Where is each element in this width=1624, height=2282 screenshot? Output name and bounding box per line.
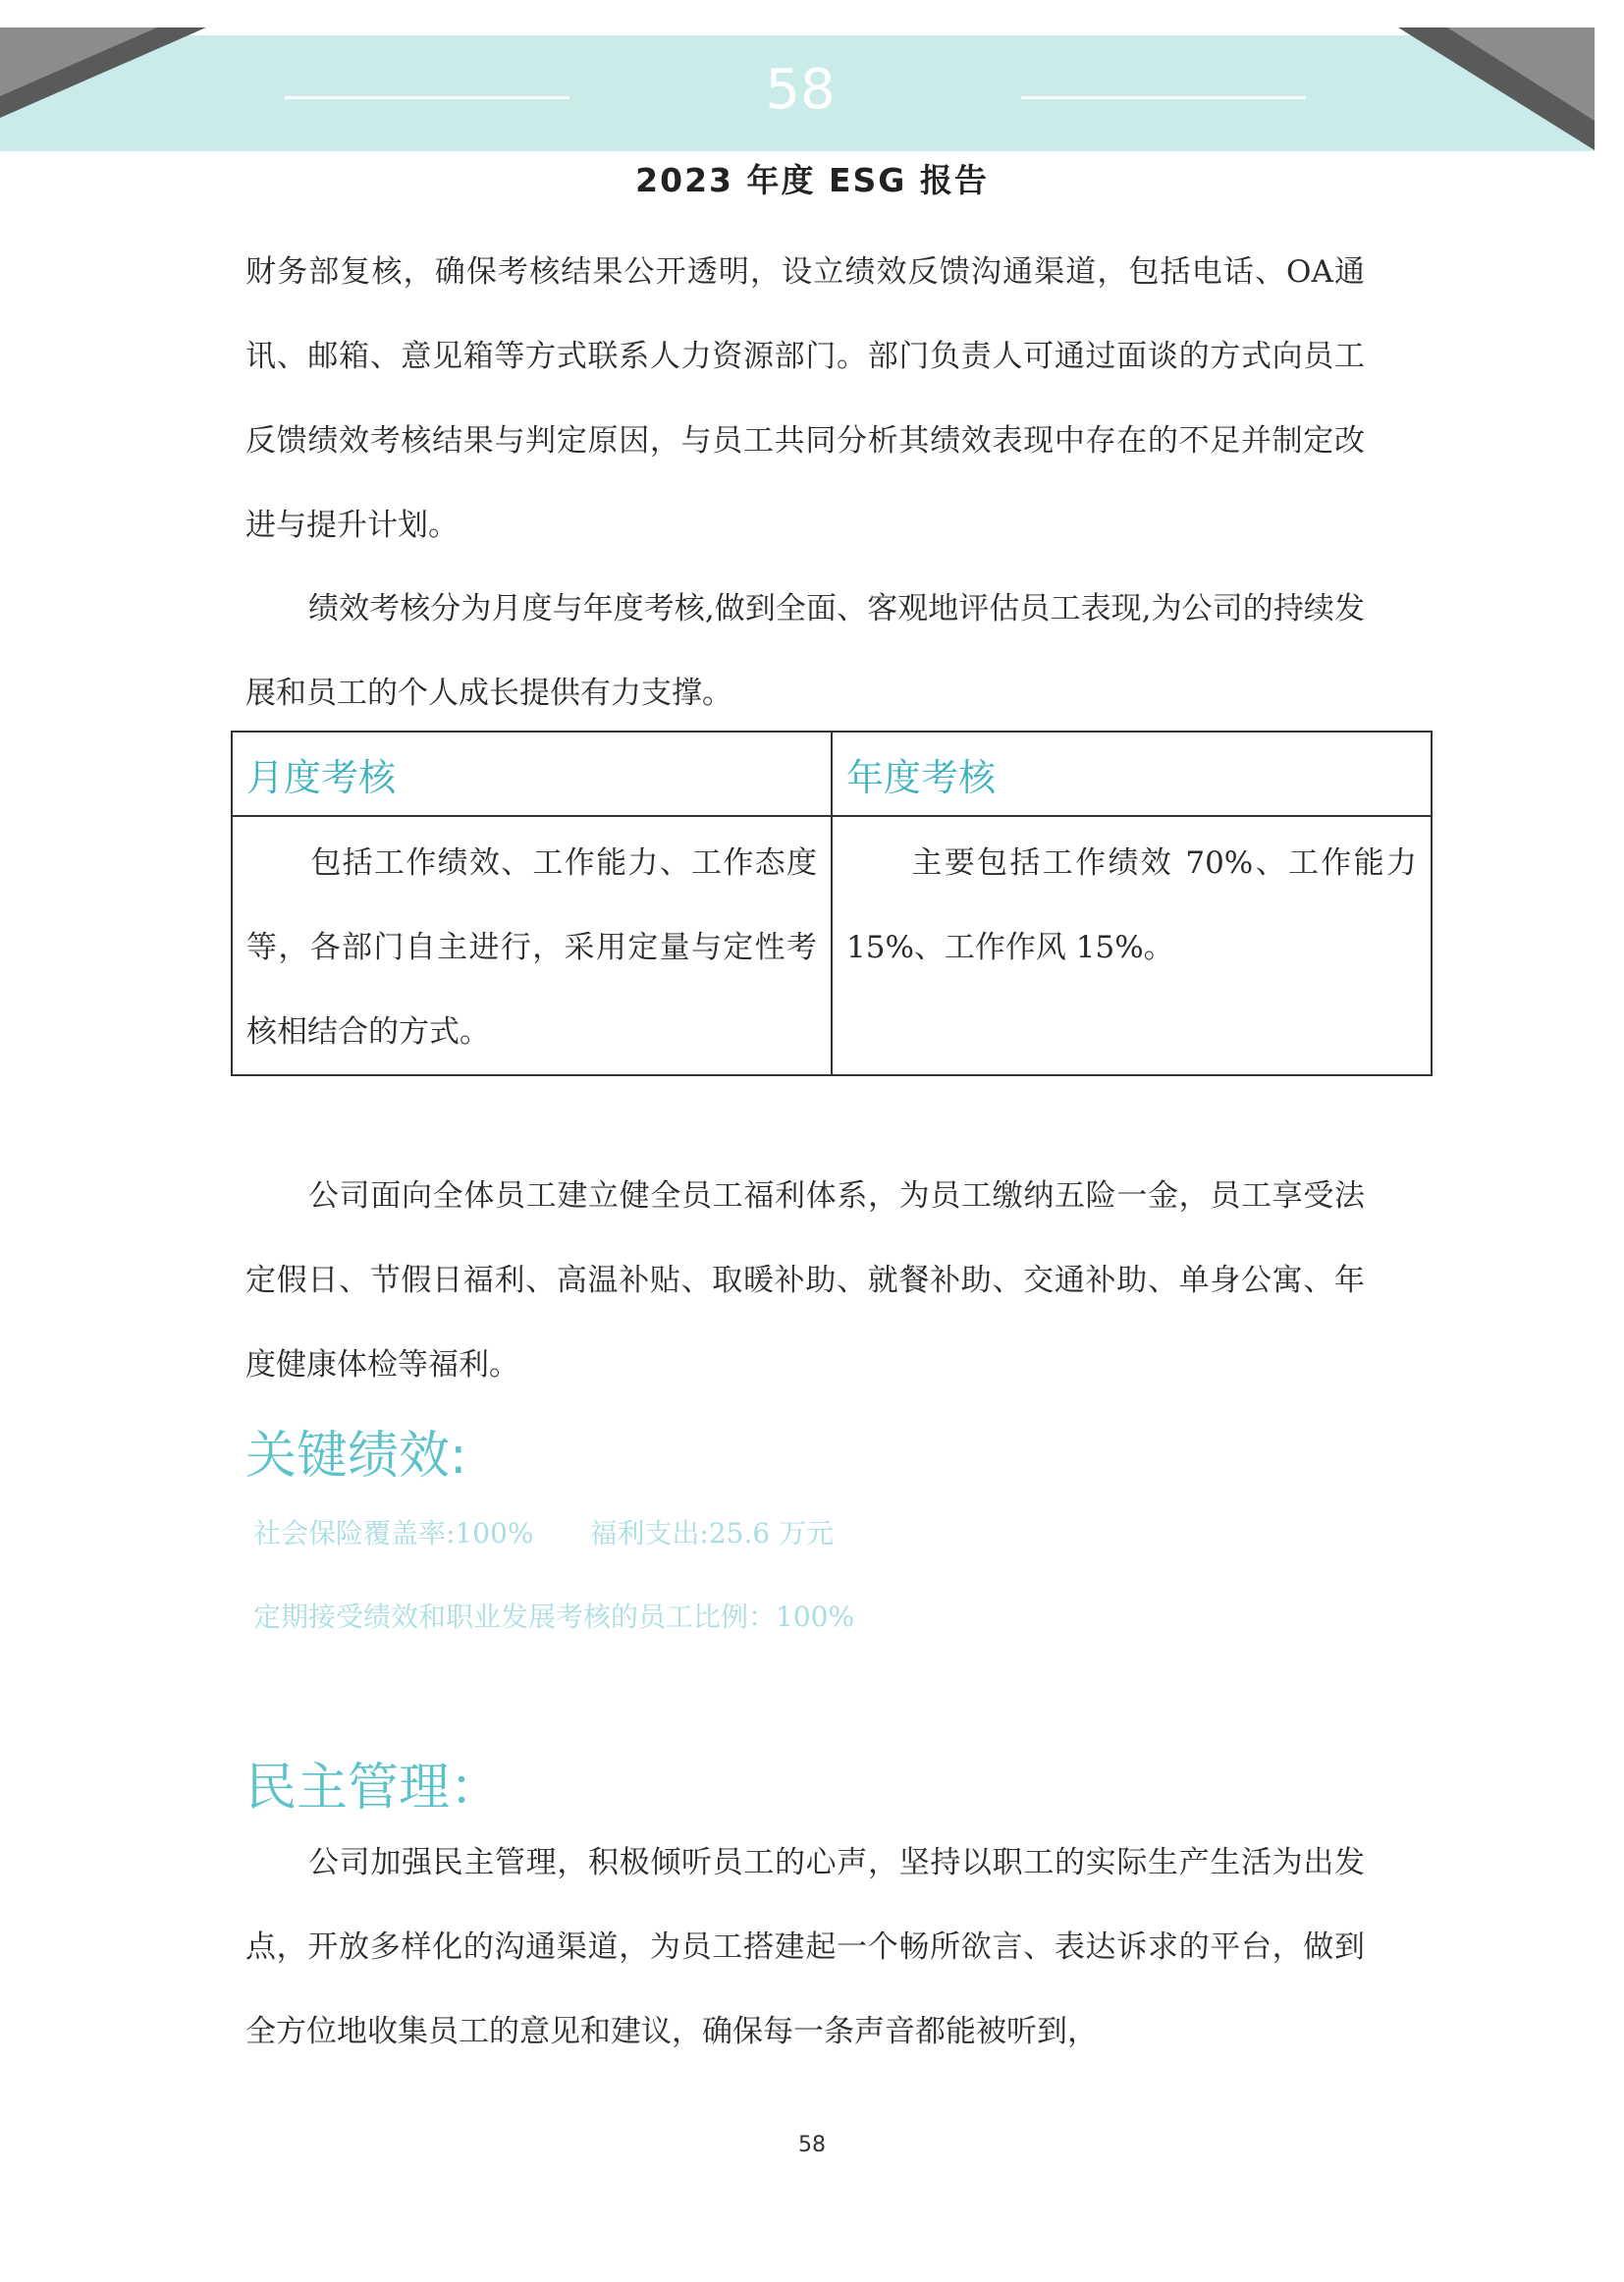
democratic-management-paragraph: 公司加强民主管理，积极倾听员工的心声，坚持以职工的实际生产生活为出发点，开放多样化的沟通渠道，为员工搭建起一个畅所欲言、表达诉求的平台，做到全方位地收集员工的意见和建议，确保每一条声音都能被听到， xyxy=(245,1845,1365,2049)
header-page-number: 58 xyxy=(765,58,836,122)
key-performance-heading: 关键绩效: xyxy=(245,1427,467,1486)
table-cell-monthly xyxy=(232,816,832,1075)
report-title: 2023 年度 ESG 报告 xyxy=(635,161,989,199)
assessment-table xyxy=(231,731,1433,1076)
footer-page-number: 58 xyxy=(798,2133,826,2157)
monthly-content: 包括工作绩效、工作能力、工作态度等，各部门自主进行，采用定量与定性考核相结合的方式。 xyxy=(246,845,817,1050)
kpi-social-insurance: 社会保险覆盖率:100% xyxy=(253,1517,534,1549)
intro-paragraph: 财务部复核，确保考核结果公开透明，设立绩效反馈沟通渠道，包括电话、OA通讯、邮箱、意见箱等方式联系人力资源部门。部门负责人可通过面谈的方式向员工反馈绩效考核结果与判定原因，与员工共同分析其绩效表现中存在的不足并制定改进与提升计划。 xyxy=(245,254,1365,543)
annual-content: 主要包括工作绩效 70%、工作能力 15%、工作作风 15%。 xyxy=(846,845,1417,965)
header-line-right xyxy=(1021,96,1306,99)
header-corner-left-inner xyxy=(0,27,157,96)
table-header-annual: 年度考核 xyxy=(832,732,1432,816)
kpi-welfare-spend: 福利支出:25.6 万元 xyxy=(589,1517,835,1549)
assessment-paragraph: 绩效考核分为月度与年度考核,做到全面、客观地评估员工表现,为公司的持续发展和员工的个人成长提供有力支撑。 xyxy=(245,591,1365,711)
table-header-monthly: 月度考核 xyxy=(232,732,832,816)
kpi-line-1 xyxy=(253,1512,881,1551)
democratic-management-heading: 民主管理： xyxy=(245,1759,502,1818)
welfare-paragraph: 公司面向全体员工建立健全员工福利体系，为员工缴纳五险一金，员工享受法定假日、节假日福利、高温补贴、取暖补助、就餐补助、交通补助、单身公寓、年度健康体检等福利。 xyxy=(245,1178,1365,1383)
header-corner-right-inner xyxy=(1447,27,1595,121)
table-cell-annual xyxy=(832,816,1432,1075)
header-line-left xyxy=(285,96,569,99)
kpi-review-ratio: 定期接受绩效和职业发展考核的员工比例：100% xyxy=(253,1601,855,1633)
